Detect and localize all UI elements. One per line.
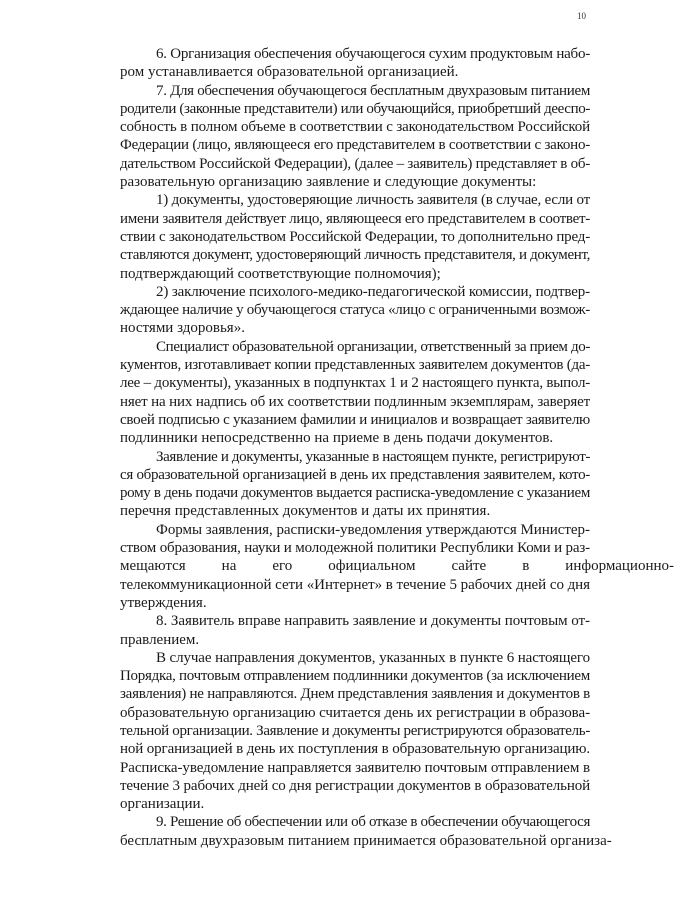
word: сайте bbox=[451, 558, 487, 575]
paragraph-postal bbox=[84, 649, 590, 814]
text-line: тельной организации. Заявление и документы регистрируются образователь- bbox=[120, 722, 590, 739]
text-line: своей подписью с указанием фамилии и инициалов и возвращает заявителю bbox=[120, 411, 590, 428]
text-line: няет на них надпись об их соответствии подлинным экземплярам, заверяет bbox=[120, 393, 590, 410]
text-line: ствии с законодательством Российской Федерации, то дополнительно пред- bbox=[120, 228, 590, 245]
page-number: 10 bbox=[577, 11, 586, 21]
text-line: Специалист образовательной организации, ответственный за прием до- bbox=[156, 338, 590, 355]
text-line-spread bbox=[84, 557, 674, 575]
text-line: правлением. bbox=[120, 631, 200, 648]
text-line: 8. Заявитель вправе направить заявление и документы почтовым от- bbox=[156, 613, 590, 630]
text-line: бесплатным двухразовым питанием принимается образовательной организа- bbox=[120, 832, 612, 849]
text-line: рому в день подачи документов выдается расписка-уведомление с указанием bbox=[120, 485, 590, 502]
text-line: родители (законные представители) или обучающийся, приобретший дееспо- bbox=[120, 100, 590, 117]
text-line: лее – документы), указанных в подпунктах 1 и 2 настоящего пункта, выпол- bbox=[120, 375, 590, 392]
subitem-1 bbox=[84, 191, 590, 282]
text-line: подтверждающий соответствующие полномочия); bbox=[120, 265, 441, 282]
text-line: течение 3 рабочих дней со дня регистрации документов в образовательной bbox=[120, 777, 591, 794]
text-line: Заявление и документы, указанные в настоящем пункте, регистрируют- bbox=[156, 448, 590, 465]
paragraph-forms bbox=[84, 521, 674, 612]
word: его bbox=[272, 558, 293, 575]
text-line: Расписка-уведомление направляется заявителю почтовым отправлением в bbox=[120, 759, 590, 776]
text-line: 7. Для обеспечения обучающегося бесплатным двухразовым питанием bbox=[156, 82, 590, 99]
text-line: 2) заключение психолого-медико-педагогической комиссии, подтвер- bbox=[156, 283, 590, 300]
text-line: ся образовательной организацией в день их представления заявителем, кото- bbox=[120, 466, 590, 483]
text-line: имени заявителя действует лицо, являющееся его представителем в соответ- bbox=[120, 210, 590, 227]
text-line: 6. Организация обеспечения обучающегося сухим продуктовым набо- bbox=[156, 46, 590, 62]
subitem-2 bbox=[84, 283, 590, 338]
paragraph-7 bbox=[84, 82, 590, 192]
word: мещаются bbox=[120, 558, 186, 575]
text-line: 1) документы, удостоверяющие личность заявителя (в случае, если от bbox=[156, 192, 590, 209]
text-line: кументов, изготавливает копии представленных заявителем документов (да- bbox=[120, 357, 590, 374]
text-line: организации. bbox=[120, 796, 205, 813]
word: официальном bbox=[328, 558, 416, 575]
text-line: заявления) не направляются. Днем представления заявления и документов в bbox=[120, 686, 590, 703]
text-line: дательством Российской Федерации), (далее – заявитель) представляет в об- bbox=[120, 155, 590, 172]
text-line: Федерации (лицо, являющееся его представителем в соответствии с законо- bbox=[120, 137, 590, 154]
text-line: Порядка, почтовым отправлением подлинники документов (за исключением bbox=[120, 668, 591, 685]
document-body bbox=[84, 45, 674, 850]
text-line: ностями здоровья». bbox=[120, 320, 245, 337]
text-line: образовательную организацию считается день их регистрации в образова- bbox=[120, 704, 590, 721]
text-line: ром устанавливается образовательной организацией. bbox=[120, 64, 459, 81]
word: на bbox=[221, 558, 237, 575]
paragraph-9 bbox=[84, 813, 612, 850]
paragraph-8 bbox=[84, 612, 590, 649]
word: в bbox=[522, 558, 530, 575]
text-line: собность в полном объеме в соответствии с законодательством Российской bbox=[120, 119, 590, 136]
text-line: ной организацией в день их поступления в образовательную организацию. bbox=[120, 741, 590, 758]
word: информационно- bbox=[565, 558, 674, 575]
text-line: ждающее наличие у обучающегося статуса «лицо с ограниченными возмож- bbox=[120, 302, 590, 319]
text-line: утверждения. bbox=[120, 594, 207, 611]
paragraph-registration bbox=[84, 448, 590, 521]
text-line: 9. Решение об обеспечении или об отказе в обеспечении обучающегося bbox=[156, 814, 590, 831]
text-line: разовательную организацию заявление и следующие документы: bbox=[120, 174, 537, 191]
text-line: телекоммуникационной сети «Интернет» в течение 5 рабочих дней со дня bbox=[120, 576, 590, 593]
paragraph-specialist bbox=[84, 338, 590, 448]
paragraph-6 bbox=[84, 45, 590, 82]
text-line: Формы заявления, расписки-уведомления утверждаются Министер- bbox=[156, 521, 590, 538]
text-line: перечня представленных документов и даты их принятия. bbox=[120, 503, 491, 520]
text-line: подлинники непосредственно на приеме в день подачи документов. bbox=[120, 430, 554, 447]
text-line: ставляются документ, удостоверяющий личность представителя, и документ, bbox=[120, 247, 590, 264]
text-line: ством образования, науки и молодежной политики Республики Коми и раз- bbox=[120, 540, 590, 557]
text-line: В случае направления документов, указанных в пункте 6 настоящего bbox=[156, 649, 590, 666]
